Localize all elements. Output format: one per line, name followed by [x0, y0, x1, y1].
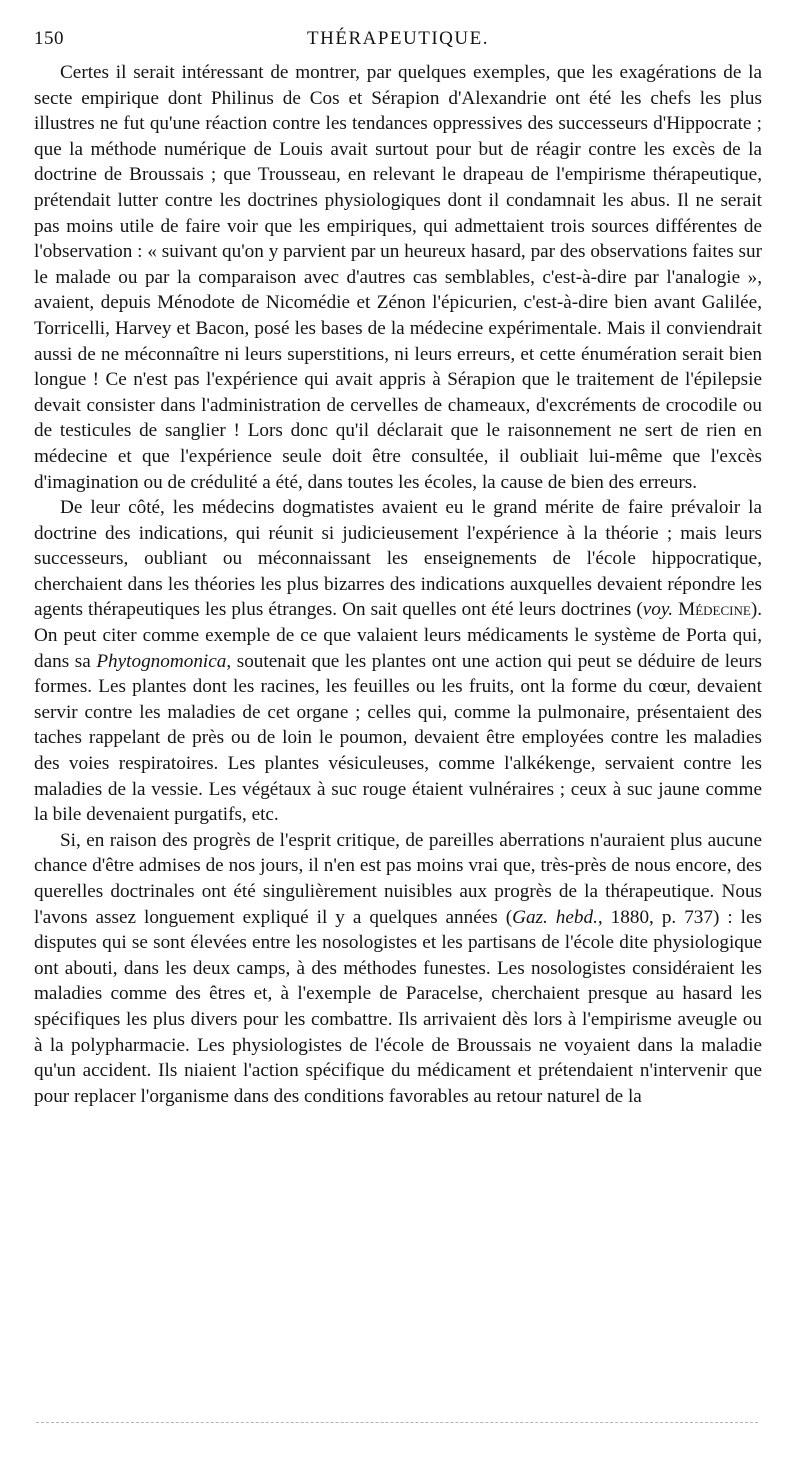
paragraph-empiriques [34, 60, 762, 495]
paragraph-text: Certes il serait intéressant de montrer, par quelques exemples, que les exagérations de la secte empirique dont Philinus de Cos et Sérapion d'Alexandrie ont été les chefs les plus illustres ne fut qu'une réaction contre les tendances oppressives des successeurs d'Hippocrate ; que la méthode numérique de Louis avait surtout pour but de réagir contre les excès de la doctrine de Broussais ; que Trousseau, en relevant le drapeau de l'empirisme thérapeutique, prétendait lutter contre les doctrines physiologiques dont il condamnait les abus. Il ne serait pas moins utile de faire voir que les empiriques, qui admettaient trois sources différentes de l'observation : « suivant qu'on y parvient par un heureux hasard, par des observations faites sur le malade ou par la comparaison avec d'autres cas semblables, c'est-à-dire par l'analogie », avaient, depuis Ménodote de Nicomédie et Zénon l'épicurien, c'est-à-dire bien avant Galilée, Torricelli, Harvey et Bacon, posé les bases de la médecine expérimentale. Mais il conviendrait aussi de ne méconnaître ni leurs superstitions, ni leurs erreurs, et cette énumération serait bien longue ! Ce n'est pas l'expérience qui avait appris à Sérapion que le traitement de l'épilepsie devait consister dans l'administration de cervelles de chameaux, d'excréments de crocodile ou de testicules de sanglier ! Lors donc qu'il déclarait que le raisonnement ne sert de rien en médecine et que l'expérience seule doit être consultée, il oubliait lui-même que l'excès d'imagination ou de crédulité a été, dans toutes les écoles, la cause de bien des erreurs. [34, 62, 762, 493]
running-head [34, 14, 762, 54]
paragraph-text: De leur côté, les médecins dogmatistes avaient eu le grand mérite de faire prévaloir la doctrine des indications, qui réunit si judicieusement l'expérience à la théorie ; mais leurs successeurs, oubliant ou méconnaissant les enseignements de l'école hippocratique, cherchaient dans les théories les plus bizarres des indications auxquelles devaient répondre les agents thérapeutiques les plus étranges. On sait quelles ont été leurs doctrines ( [34, 497, 762, 621]
book-title-phytognomonica: Phytognomonica [96, 650, 227, 672]
paragraph-dogmatistes [34, 495, 762, 828]
running-title: THÉRAPEUTIQUE. [307, 28, 489, 49]
paragraph-text: , soutenait que les plantes ont une action qui peut se déduire de leurs formes. Les plantes dont les racines, les feuilles ou les fruits, ont la forme du cœur, devaient servir contre les maladies de cet organe ; celles qui, comme la pulmonaire, présentaient des taches rappelant de près ou de loin le poumon, devaient être employées contre les maladies des voies respiratoires. Les plantes vésiculeuses, comme l'alkékenge, servaient contre les maladies de la vessie. Les végétaux à suc rouge étaient vulnéraires ; ceux à suc jaune comme la bile devenaient purgatifs, etc. [34, 650, 762, 826]
paragraph-querelles-doctrinales [34, 828, 762, 1110]
bottom-dashed-rule [36, 1422, 758, 1423]
cross-reference-medecine: Médecine [678, 599, 751, 621]
journal-reference: Gaz. hebd. [512, 906, 598, 928]
page-number: 150 [34, 28, 64, 49]
body-text [34, 60, 762, 1109]
book-page [34, 14, 762, 1109]
paragraph-text: Si, en raison des progrès de l'esprit critique, de pareilles aberrations n'auraient plus aucune chance d'être admises de nos jours, il n'en est pas moins vrai que, très-près de nous encore, des querelles doctrinales ont été singulièrement nuisibles aux progrès de la thérapeutique. Nous l'avons assez longuement expliqué il y a quelques années ( [34, 829, 762, 928]
paragraph-text: , 1880, p. 737) : les disputes qui se sont élevées entre les nosologistes et les partisans de l'école dite physiologique ont abouti, dans les deux camps, à des méthodes funestes. Les nosologistes considéraient les maladies comme des êtres et, à l'exemple de Paracelse, cherchaient presque au hasard les spécifiques les plus divers pour les combattre. Ils arrivaient dès lors à l'empirisme aveugle ou à la polypharmacie. Les physiologistes de l'école de Broussais ne voyaient dans la maladie qu'un accident. Ils niaient l'action spécifique du médicament et prétendaient n'intervenir que pour replacer l'organisme dans des conditions favorables au retour naturel de la [34, 906, 762, 1107]
abbreviation-voy: voy. [642, 599, 674, 621]
paragraph-text: ). On peut citer comme exemple de ce que valaient leurs médicaments le système de Porta qui, dans sa [34, 599, 762, 672]
